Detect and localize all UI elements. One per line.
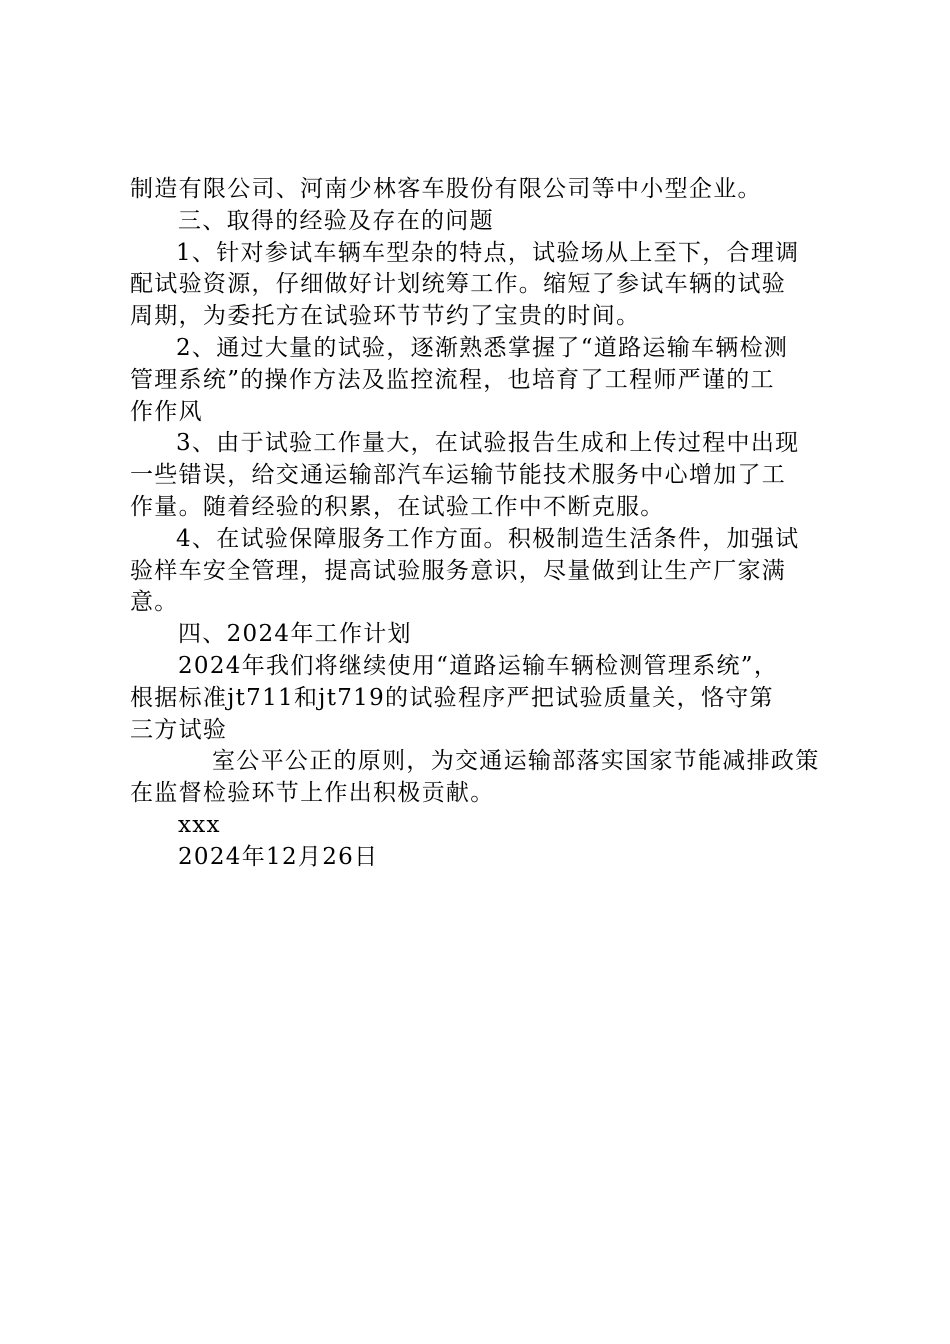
body-line: 验样车安全管理，提高试验服务意识，尽量做到让生产厂家满: [130, 557, 787, 584]
body-line: 制造有限公司、河南少林客车股份有限公司等中小型企业。: [130, 176, 762, 202]
body-line: 配试验资源，仔细做好计划统筹工作。缩短了参试车辆的试验: [130, 271, 787, 298]
body-line: 作量。随着经验的积累，在试验工作中不断克服。: [130, 493, 665, 520]
section-heading: 四、2024年工作计划: [178, 621, 412, 648]
plan-paragraph-start: 2024年我们将继续使用“道路运输车辆检测管理系统”，: [178, 652, 779, 679]
body-line: 三方试验: [130, 716, 228, 743]
body-line: 根据标准jt711和jt719的试验程序严把试验质量关，恪守第: [130, 684, 774, 711]
document-page: [130, 174, 830, 874]
body-line: 意。: [130, 589, 179, 616]
section-heading: 三、取得的经验及存在的问题: [178, 207, 494, 234]
body-line: 一些错误，给交通运输部汽车运输节能技术服务中心增加了工: [130, 462, 787, 489]
body-line: 管理系统”的操作方法及监控流程，也培育了工程师严谨的工: [130, 366, 775, 393]
body-line: 周期，为委托方在试验环节节约了宝贵的时间。: [130, 303, 641, 330]
body-line: 作作风: [130, 398, 203, 425]
signature: xxx: [178, 811, 221, 838]
list-item-2: 2、通过大量的试验，逐渐熟悉掌握了“道路运输车辆检测: [176, 334, 789, 361]
list-item-4: 4、在试验保障服务工作方面。积极制造生活条件，加强试: [176, 525, 800, 552]
date: 2024年12月26日: [178, 843, 379, 870]
list-item-3: 3、由于试验工作量大，在试验报告生成和上传过程中出现: [176, 430, 800, 457]
body-line: 在监督检验环节上作出积极贡献。: [130, 780, 495, 807]
list-item-1: 1、针对参试车辆车型杂的特点，试验场从上至下，合理调: [176, 239, 800, 266]
plan-paragraph-cont: 室公平公正的原则，为交通运输部落实国家节能减排政策: [212, 748, 820, 775]
